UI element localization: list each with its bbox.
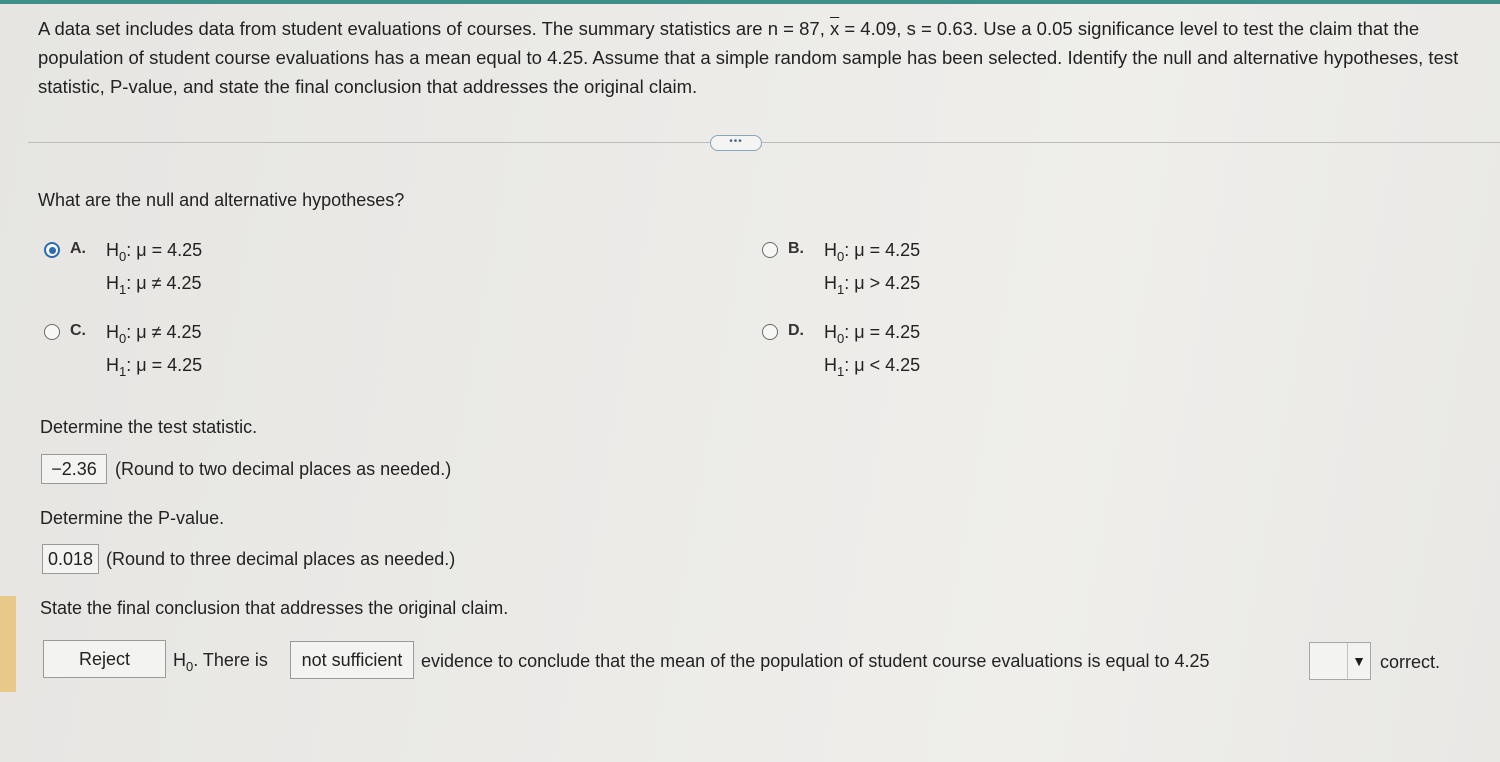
option-c-letter: C. (70, 322, 86, 339)
h-subscript: 0 (119, 249, 127, 264)
option-b-radio[interactable] (762, 242, 778, 258)
h-label: H (824, 322, 837, 342)
option-b-h1 (824, 273, 920, 297)
h-label: H (824, 355, 837, 375)
option-b-letter: B. (788, 240, 804, 257)
test-statistic-answer-box[interactable]: −2.36 (41, 454, 107, 484)
option-d-letter: D. (788, 322, 804, 339)
chevron-down-icon[interactable]: ▼ (1347, 643, 1370, 679)
hypotheses-question: What are the null and alternative hypotheses? (38, 190, 405, 210)
option-d-h0 (824, 322, 920, 346)
h-label: H (106, 355, 119, 375)
test-statistic-rounding-note: (Round to two decimal places as needed.) (115, 459, 452, 479)
option-a-h1 (106, 273, 202, 297)
h-subscript: 0 (837, 331, 845, 346)
h-subscript: 0 (186, 659, 194, 674)
h1-expression: : μ < 4.25 (844, 355, 921, 375)
option-b-h0 (824, 240, 920, 264)
evidence-answer-box[interactable]: not sufficient (290, 641, 414, 679)
h0-expression: : μ ≠ 4.25 (126, 322, 202, 342)
h-subscript: 1 (119, 282, 127, 297)
conclusion-question: State the final conclusion that addresses the original claim. (40, 598, 509, 618)
section-divider (28, 142, 1500, 143)
problem-text-part2: = 4.09, s = 0.63. Use a 0.05 significance level to test the claim that the population of student course evaluations has a mean equal to 4.25. Assume that a simple random sample has been selected. Identify the null and alternative hypotheses, test statistic, P-value, and state the final conclusion that addresses the original claim. (38, 18, 1459, 97)
option-a-h0 (106, 240, 202, 264)
current-question-indicator (0, 596, 16, 692)
xbar-symbol: $\overline{x}$ (829, 18, 840, 39)
conclusion-text-2: evidence to conclude that the mean of the population of student course evaluations is equal to 4.25 (421, 651, 1210, 671)
h-subscript: 0 (119, 331, 127, 346)
option-c-h0 (106, 322, 202, 346)
top-accent-bar (0, 0, 1500, 4)
p-value-rounding-note: (Round to three decimal places as needed.) (106, 549, 456, 569)
h-label: H (106, 273, 119, 293)
option-d-radio[interactable] (762, 324, 778, 340)
h-label: H (106, 240, 119, 260)
test-statistic-question: Determine the test statistic. (40, 417, 258, 437)
problem-text-part1: A data set includes data from student evaluations of courses. The summary statistics are n = 87, (38, 18, 830, 39)
h-label: H (106, 322, 119, 342)
h-subscript: 1 (119, 364, 127, 379)
conclusion-text-1: . There is (193, 650, 268, 670)
decision-answer-box[interactable]: Reject (43, 640, 166, 678)
h-label: H (173, 650, 186, 670)
h1-expression: : μ = 4.25 (126, 355, 203, 375)
h-label: H (824, 273, 837, 293)
h1-expression: : μ ≠ 4.25 (126, 273, 202, 293)
claim-correctness-dropdown[interactable] (1309, 642, 1371, 680)
h0-expression: : μ = 4.25 (126, 240, 203, 260)
h-subscript: 1 (837, 364, 845, 379)
h0-expression: : μ = 4.25 (844, 322, 921, 342)
option-c-radio[interactable] (44, 324, 60, 340)
h-label: H (824, 240, 837, 260)
h-subscript: 0 (837, 249, 845, 264)
p-value-question: Determine the P-value. (40, 508, 225, 528)
h0-expression: : μ = 4.25 (844, 240, 921, 260)
p-value-answer-box[interactable]: 0.018 (42, 544, 99, 574)
option-c-h1 (106, 355, 202, 379)
h-subscript: 1 (837, 282, 845, 297)
h1-expression: : μ > 4.25 (844, 273, 921, 293)
problem-statement (38, 14, 1478, 101)
option-a-letter: A. (70, 240, 86, 257)
expand-more-button[interactable]: ••• (710, 135, 762, 151)
option-a-radio[interactable] (44, 242, 60, 258)
conclusion-text-3: correct. (1380, 652, 1441, 672)
conclusion-h0-text (173, 650, 268, 674)
option-d-h1 (824, 355, 920, 379)
